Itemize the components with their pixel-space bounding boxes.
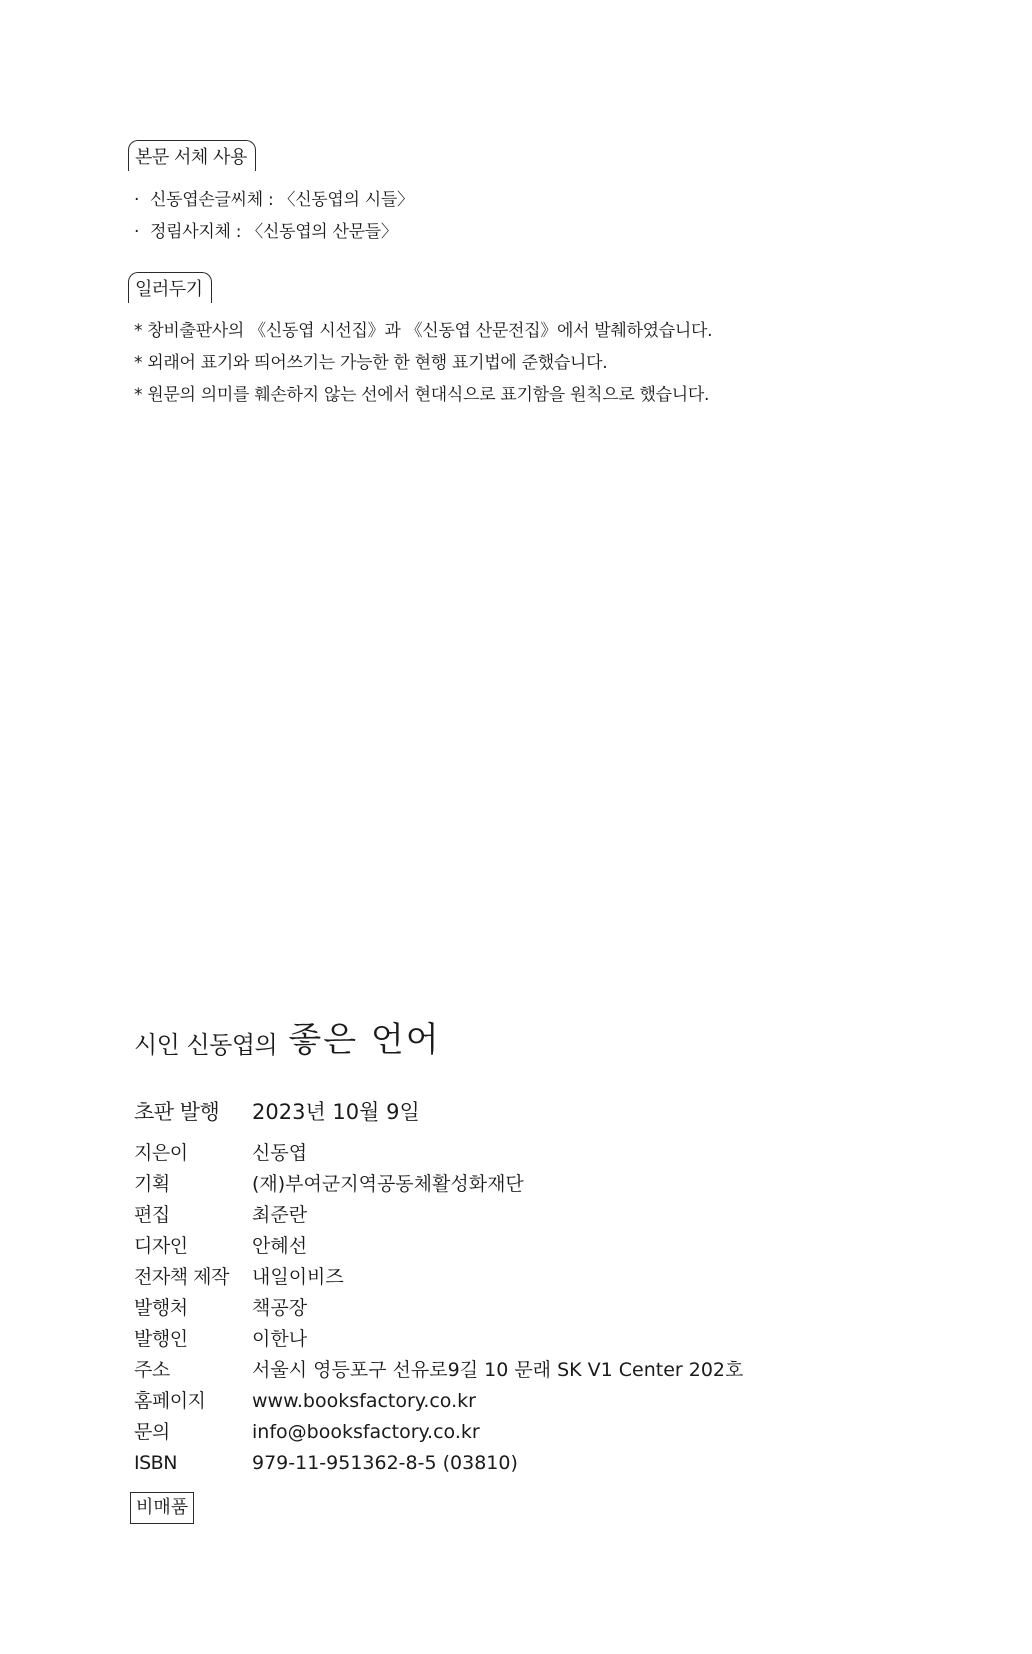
book-title [134,1014,441,1063]
credit-row-isbn [134,1448,743,1479]
credit-label: 기획 [134,1173,170,1195]
credit-value: 신동엽 [252,1142,308,1164]
font-item-2 [134,217,398,242]
note-item-1: * 창비출판사의 《신동엽 시선집》과 《신동엽 산문전집》에서 발췌하였습니다. [134,321,713,341]
publication-row [134,1096,420,1126]
credit-row-ebook [134,1262,743,1293]
credit-value: 최준란 [252,1204,308,1226]
note-item-3: * 원문의 의미를 훼손하지 않는 선에서 현대식으로 표기함을 원칙으로 했습니다. [134,385,710,405]
font-item-2-text: 정림사지체 : 〈신동엽의 산문들〉 [150,222,398,242]
homepage-link[interactable]: www.booksfactory.co.kr [252,1390,476,1412]
credit-row-publisher [134,1293,743,1324]
credit-value: 책공장 [252,1297,308,1319]
font-item-1 [134,185,414,210]
credit-label: 발행인 [134,1328,188,1350]
not-for-sale-badge: 비매품 [130,1492,194,1524]
publication-date: 2023년 10월 9일 [252,1100,420,1124]
credit-value: 이한나 [252,1328,308,1350]
credit-label: 홈페이지 [134,1390,206,1412]
credit-row-issuer [134,1324,743,1355]
bullet-dot-icon: · [134,190,140,210]
credit-row-homepage [134,1386,743,1417]
credit-row-author [134,1138,743,1169]
publication-label: 초판 발행 [134,1100,220,1124]
credit-label: 디자인 [134,1235,188,1257]
credit-label: 문의 [134,1421,170,1443]
credit-row-address [134,1355,743,1386]
credit-label: 편집 [134,1204,170,1226]
credit-row-contact [134,1417,743,1448]
note-item-2: * 외래어 표기와 띄어쓰기는 가능한 한 현행 표기법에 준했습니다. [134,353,608,373]
notes-section-tag: 일러두기 [128,272,212,303]
book-title-script: 좋은 언어 [288,1020,441,1060]
credit-row-design [134,1231,743,1262]
contact-email-link[interactable]: info@booksfactory.co.kr [252,1421,480,1443]
credit-value: (재)부여군지역공동체활성화재단 [252,1173,524,1195]
credit-label: 전자책 제작 [134,1266,229,1288]
credit-value: 내일이비즈 [252,1266,344,1288]
credit-value: 안혜선 [252,1235,308,1257]
credit-label: 주소 [134,1359,170,1381]
credit-row-planning [134,1169,743,1200]
credit-label: 발행처 [134,1297,188,1319]
credit-row-editing [134,1200,743,1231]
credit-label: 지은이 [134,1142,188,1164]
fonts-section-tag: 본문 서체 사용 [128,140,256,171]
font-item-1-text: 신동엽손글씨체 : 〈신동엽의 시들〉 [150,190,414,210]
credit-value: 서울시 영등포구 선유로9길 10 문래 SK V1 Center 202호 [252,1359,744,1381]
bullet-dot-icon: · [134,222,140,242]
credit-label: ISBN [134,1452,177,1474]
credits-table [134,1138,743,1479]
credit-value: 979-11-951362-8-5 (03810) [252,1452,518,1474]
book-title-prefix: 시인 신동엽의 [134,1031,278,1059]
